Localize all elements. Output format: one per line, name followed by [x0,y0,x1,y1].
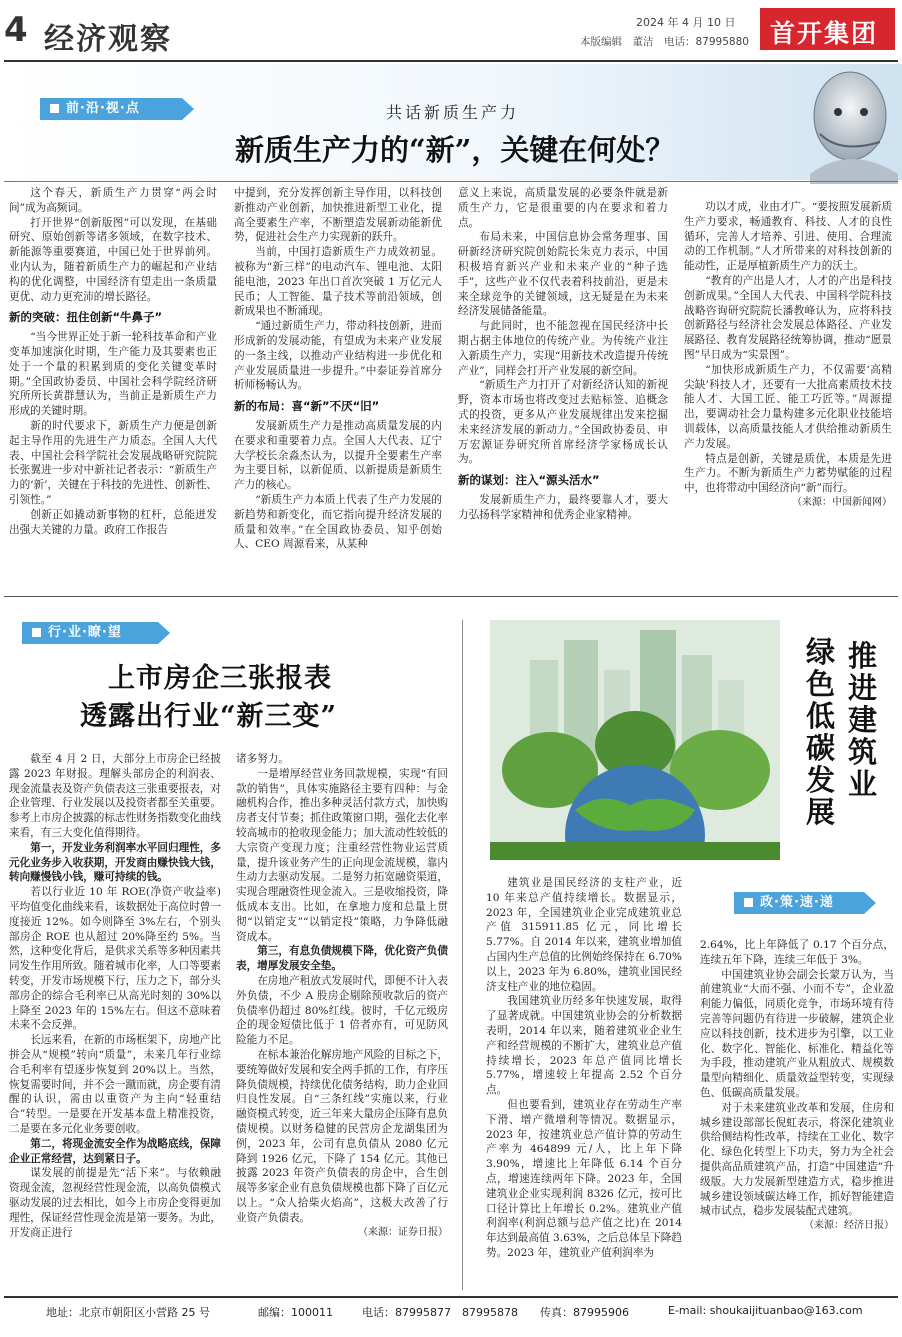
article1-tag: 前·沿·视·点 [40,98,182,120]
paragraph: 特点是创新，关键是质优，本质是先进生产力。不断为新质生产力蓄势赋能的过程中，也将带动中国经济向“新”而行。 [684,452,892,495]
editor-line: 本版编辑 董洁 电话：87995880 [580,36,749,48]
subheading: 新的谋划：注入“源头活水” [458,473,600,488]
subheading: 新的突破：扭住创新“牛鼻子” [9,310,163,325]
paragraph: 发展新质生产力是推动高质量发展的内在要求和重要着力点。全国人大代表、辽宁大学校长余淼杰认为，以提升全要素生产率为主要目标，以新促质、以新提质是新质生产力的核心。 [234,419,442,492]
paragraph: 谋发展的前提是先“活下来”。与依赖融资现金流，忽视经营性现金流，以高负债模式驱动发展的过去相比，如今上市房企变得更加理性，保证经营性现金流是第一要务。为此，开发商正进行 [9,1167,221,1239]
article1-column-3 [458,186,668,523]
paragraph: 功以才成，业由才广。“要按照发展新质生产力要求，畅通教育、科技、人才的良性循环，完善人才培养、引进、使用、合理流动的工作机制。”人才所带来的对科技创新的能动性，正是厚植新质生产力的沃土。 [684,201,892,273]
masthead [0,0,902,62]
page-number: 4 [4,10,28,50]
paragraph-key: 第二，将现金流安全作为战略底线，保障企业正常经营，达到紧日子。 [9,1137,221,1165]
vertical-divider [462,620,463,1290]
paragraph: 中国建筑业协会副会长蒙万认为，当前建筑业“大而不强、小而不专”，企业盈利能力偏低，同质化竞争，市场环境有待完善等问题仍有待进一步破解，建筑企业应以科技创新，技术进步为引擎，以工业化、数字化、智能化、标准化、精益化等为手段，推动建筑产业从粗放式、规模数量型向精细化、质量效益型转变，实现绿色、低碳高质量发展。 [700,968,894,1099]
article2-title-line1: 上市房企三张报表 [108,663,332,694]
footer-phone: 电话：87995877 87995878 [362,1306,518,1319]
article1-column-4 [684,200,892,511]
paragraph: 若以行业近 10 年 ROE(净资产收益率)平均值变化曲线来看，该数据处于高位时曾一度接近 12%。如今则降至 3%左右，个别头部房企 ROE 也从超过 20%降至约 5%。当然，这种变化背后，是供求关系等多种因素共同发生作用所致。随着城市化率，人口等要素转变，开发市场规模下行，压力之下，部分头部房企的综合毛利率已从高光时刻的 30%以上降至 2023 年的 15%左右。但这不意味着未来不会反弹。 [9,886,221,1032]
article1-column-2 [234,186,442,552]
paragraph: 但也要看到，建筑业存在劳动生产率下滑、增产微增利等情况。数据显示，2023 年，按建筑业总产值计算的劳动生产率为 464899 元/人，比上年下降 3.90%，增速比上年降低 6.14 个百分点，增速连续两年下降。2023 年，全国建筑业企业实现利润 8326 亿元，按可比口径计算比上年增长 0.2%。建筑业产值利润率(利润总额与总产值之比)在 2014 年达到最高值 3.63%，之后总体呈下降趋势。2023 年，建筑业产值利润率为 [486,1098,682,1259]
footer-rule [4,1296,898,1298]
article3-source: （来源：经济日报） [804,1220,894,1232]
article3-column-2 [700,938,894,1234]
paragraph: 在标本兼治化解房地产风险的目标之下，要统筹做好发展和安全两手抓的工作，有序压降负债规模，持续优化债务结构，助力企业回归良性发展。自“三条红线”实施以来，行业融资模式转变，近三年来大量房企压降有息负债规模。以财务稳健的民营房企龙湖集团为例，2023 年，公司有息负债从 2080 亿元降到 1926 亿元，下降了 154 亿元。其他已披露 2023 年资产负债表的房企中，合生创展等多家企业有息负债规模也都下降了百亿元以上。“众人拾柴火焰高”，这极大改善了行业资产负债表。 [236,1048,448,1224]
paragraph: 诸多努力。 [236,753,289,765]
article2-tag: 行·业·瞭·望 [22,622,158,644]
paragraph: 在房地产租放式发展时代，即便不计入表外负债，不少 A 股房企剔除预收款后的资产负债率仍超过 80%红线。彼时，千亿元级房企的现金短债比低于 1 倍者亦有，可见防风险能力不足。 [236,974,448,1047]
robot-illustration [780,64,898,184]
paragraph: 截至 4 月 2 日，大部分上市房企已经披露 2023 年财报。理解头部房企的利润表、现金流量表及资产负债表这三张重要报表，对企业管理、行业发展以及投资者都至关重要。参考上市房企披露的标志性财务指数变化曲线来看，有三大变化值得期待。 [9,753,221,839]
article3-title-col1: 推进建筑业 [848,639,878,801]
footer-email: E-mail: shoukaijituanbao@163.com [668,1304,863,1317]
subheading: 新的布局：喜“新”不厌“旧” [234,399,380,414]
paragraph: 创新正如撬动新事物的杠杆，总能迸发出强大关键的力量。政府工作报告 [9,508,217,536]
article2-column-2 [236,752,448,1240]
paragraph: 我国建筑业历经多年快速发展，取得了显著成就。中国建筑业协会的分析数据表明，2014 年以来，随着建筑业企业生产和经营规模的不断扩大，建筑业总产值持续增长，2023 年总产值同比增长 5.77%，增速较上年提高 2.52 个百分点。 [486,995,682,1097]
article1-source: （来源：中国新闻网） [792,496,892,508]
logo-text: 首开集团 [770,19,879,48]
issue-date: 2024 年 4 月 10 日 [636,16,736,29]
paragraph: 长远来看，在新的市场框架下，房地产比拼会从“规模”转向“质量”，未来几年行业综合毛利率有望逐步恢复到 20%以上。当然，恢复需要时间，并不会一蹴而就，房企要有清醒的认识，需由以重资产为主向“轻重结合”转型。一是要在开发基本盘上精准投资，二是要在多元化业务要创收。 [9,1034,221,1135]
article2-source: （来源：证券日报） [358,1226,448,1238]
paragraph: 当前，中国打造新质生产力成效初显。被称为“新三样”的电动汽车、锂电池、太阳能电池，2023 年出口首次突破 1 万亿元人民币；人工智能、量子技术等前沿领域，创新成果也不断涌现。 [234,246,442,318]
paragraph: 一是增厚经营业务回款规模，实现“有回款的销售”，具体实施路径主要有四种：与金融机构合作，推出多种灵活付款方式，加快购房者支付节奏；抓住政策窗口期，强化去化率较高城市的抢收现金能力；加大流动性较低的大宗资产变现力度；注重经营性物业运营质量，提升该业务产生的正向现金流规模，靠内生动力去驱动发展。二是努力拓宽融资渠道，实现合理融资性现金流入。三是收缩投资，降低成本支出。比如，在拿地力度和总量上贯彻“以销定支”“以销定投”策略，力争降低融资成本。 [236,767,448,943]
paragraph-key: 第三，有息负债规模下降，优化资产负债表，增厚发展安全垫。 [236,945,448,973]
masthead-rule [4,60,898,62]
logo [760,8,895,50]
paragraph: 意义上来说，高质量发展的必要条件就是新质生产力，它是很重要的内在要求和着力点。 [458,187,668,229]
paragraph: 对于未来建筑业改革和发展，住房和城乡建设部部长倪虹表示，将深化建筑业供给侧结构性改革，持续在工业化、数字化、绿色化转型上下功夫，努力为全社会提供高品质建筑产品，打造“中国建造”升级版。大力发展新型建造方式，稳步推进城乡建设领域碳达峰工作，抓好智能建造城市试点，稳步发展装配式建筑。 [700,1101,894,1218]
footer-fax: 传真：87995906 [540,1306,629,1319]
paragraph: “教育的产出是人才，人才的产出是科技创新成果。”全国人大代表、中国科学院科技战略咨询研究院院长潘教峰认为，应将科技创新路径与经济社会发展总体路径、产业发展路径、教育发展路径统筹协调，推动“愿景图”早日成为“实景图”。 [684,274,892,361]
paragraph: 建筑业是国民经济的支柱产业，近 10 年来总产值持续增长。数据显示，2023 年，全国建筑业企业完成建筑业总产值 315911.85 亿元，同比增长 5.77%。自 2014 年以来，建筑业增加值占国内生产总值的比例始终保持在 6.70%以上，2023 年为 6.80%，建筑业国民经济支柱产业的地位稳固。 [486,877,682,993]
paragraph: 与此同时，也不能忽视在国民经济中长期占据主体地位的传统产业。为传统产业注入新质生产力，实现“用新技术改造提升传统产业”，同样会打开产业发展的新空间。 [458,320,668,377]
article1-title: 新质生产力的“新”，关键在何处？ [235,133,675,167]
article1-top-rule [4,181,898,182]
paragraph: “新质生产力本质上代表了生产力发展的新趋势和新变化，而它指向提升经济发展的质量和效率。”在全国政协委员、知乎创始人、CEO 周源看来，从某种 [234,493,442,551]
section-title: 经济观察 [44,22,172,57]
paragraph: 布局未来，中国信息协会常务理事、国研新经济研究院创始院长朱克力表示，中国积极培育新兴产业和未来产业的“种子选手”，这些产业不仅代表着科技前沿，更是未来全球竞争的关键领域，这无疑是在为未来经济发展储备能量。 [458,231,668,318]
article3-title-col2: 绿色低碳发展 [806,635,836,829]
paragraph: 新的时代要求下，新质生产力便是创新起主导作用的先进生产力质态。全国人大代表、中国社会科学院社会发展战略研究院院长张翼进一步对中新社记者表示：“新质生产力的‘新’，关键在于科技的先进性、创新性、引领性。” [9,419,218,506]
paragraph: “加快形成新质生产力，不仅需要‘高精尖缺’科技人才，还要有一大批高素质技术技能人才、大国工匠、能工巧匠等。”周源提出，要调动社会力量构建多元化职业技能培训载体，以高质量技能人才供给推动新质生产力发展。 [684,363,892,450]
paragraph: 中提到，充分发挥创新主导作用，以科技创新推动产业创新，加快推进新型工业化，提高全要素生产率，不断塑造发展新动能新优势，促进社会生产力实现新的跃升。 [234,187,442,244]
paragraph: 发展新质生产力，最终要靠人才，要大力弘扬科学家精神和优秀企业家精神。 [458,493,668,521]
paragraph: “新质生产力打开了对新经济认知的新视野，资本市场也将改变过去贴标签、追概念式的投资，更多从产业发展规律出发来挖掘未来经济发展的新动力。”全国政协委员、申万宏源证券研究所首席经济学家杨成长认为。 [458,379,668,466]
footer [0,1304,902,1326]
paragraph: 这个春天，新质生产力贯穿“两会时间”成为高频词。 [9,187,217,214]
article3-column-1 [486,876,682,1261]
paragraph: 2.64%，比上年降低了 0.17 个百分点，连续五年下降，连续三年低于 3%。 [700,939,894,966]
footer-postcode: 邮编：100011 [258,1306,333,1319]
article1-kicker: 共话新质生产力 [386,103,520,122]
article1-bottom-rule [4,596,898,597]
footer-address: 地址：北京市朝阳区小营路 25 号 [46,1306,210,1319]
paragraph-key: 第一，开发业务利润率水平回归理性，多元化业务步入收获期，开发商由赚快钱大钱，转向赚慢钱小钱，赚可持续的钱。 [9,841,221,884]
paragraph: 打开世界“创新版图”可以发现，在基础研究、原始创新等诸多领域，在数字技术、新能源等重要赛道，中国已处于世界前列。业内认为，随着新质生产力的崛起和产业结构的优化调整，中国经济有望走出一条质量更优、动力更充沛的增长路径。 [9,216,217,303]
paragraph: “当今世界正处于新一轮科技革命和产业变革加速演化时期，生产能力及其要素也正处于一个量的积累到质的变化关键变革时期。”全国政协委员、中国社会科学院经济研究所所长黄群慧认为，当前正是新质生产力形成的关键时期。 [9,331,217,418]
paragraph: “通过新质生产力，带动科技创新，进而形成新的发展动能，有望成为未来产业发展的一条主线，以推动产业结构进一步优化和产业发展质量进一步提升。”中泰证券首席分析师杨畅认为。 [234,320,442,392]
article3-tag: 政·策·速·递 [734,892,864,914]
article2-column-1 [9,752,221,1240]
green-building-illustration [490,620,780,860]
article2-title-line2: 透露出行业“新三变” [80,701,338,732]
article1-column-1 [9,186,217,537]
